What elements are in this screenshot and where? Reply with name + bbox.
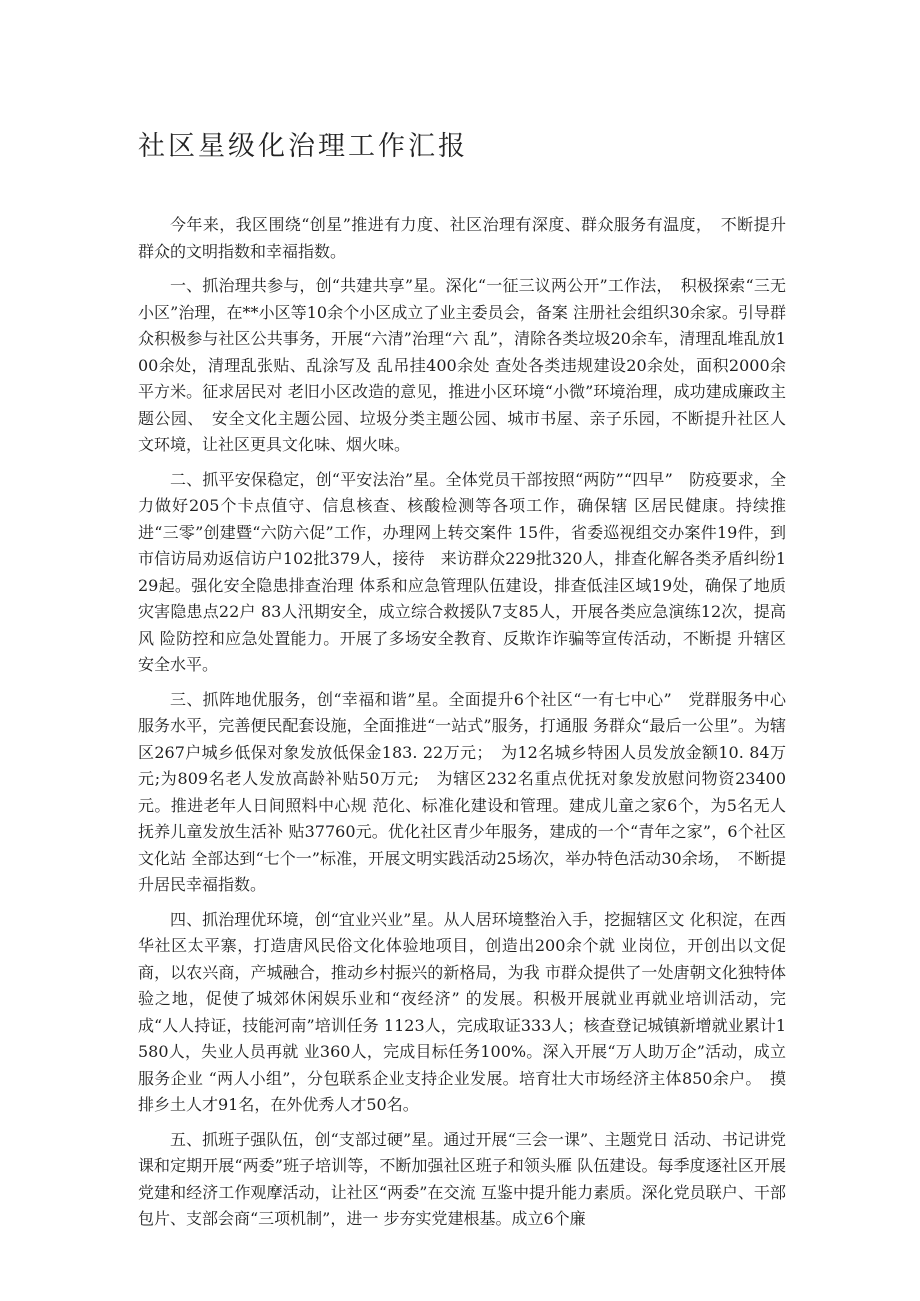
section-1-paragraph: 一、抓治理共参与，创“共建共享”星。深化“一征三议两公开”工作法， 积极探索“三无小区”治理，在**小区等10余个小区成立了业主委员会，备案 注册社会组织30余家。引导群众积极参与社区公共事务，开展“六清”治理“六 乱”，清除各类垃圾20余车，清理乱堆乱放100余处，清理乱张贴、乱涂写及 乱吊挂400余处 查处各类违规建设20余处，面积2000余平方米。征求居民对 老旧小区改造的意见，推进小区环境“小微”环境治理，成功建成廉政主题公园、 安全文化主题公园、垃圾分类主题公园、城市书屋、亲子乐园，不断提升社区人 文环境，让社区更具文化味、烟火味。 bbox=[138, 276, 786, 454]
section-2-paragraph: 二、抓平安保稳定，创“平安法治”星。全体党员干部按照“两防”“四早” 防疫要求，全力做好205个卡点值守、信息核查、核酸检测等各项工作，确保辖 区居民健康。持续推进“三零”创建暨“六防六促”工作，办理网上转交案件 15件，省委巡视组交办案件19件，到市信访局劝返信访户102批379人，接待 来访群众229批320人，排查化解各类矛盾纠纷129起。强化安全隐患排查治理 体系和应急管理队伍建设，排查低洼区域19处，确保了地质灾害隐患点22户 83人汛期安全，成立综合救援队7支85人，开展各类应急演练12次，提高风 险防控和应急处置能力。开展了多场安全教育、反欺诈诈骗等宣传活动，不断提 升辖区安全水平。 bbox=[138, 469, 786, 674]
intro-paragraph: 今年来，我区围绕“创星”推进有力度、社区治理有深度、群众服务有温度， 不断提升群众的文明指数和幸福指数。 bbox=[138, 215, 786, 261]
section-3-paragraph: 三、抓阵地优服务，创“幸福和谐”星。全面提升6个社区“一有七中心” 党群服务中心服务水平，完善便民配套设施，全面推进“一站式”服务，打通服 务群众“最后一公里”。为辖区267户城乡低保对象发放低保金183. 22万元； 为12名城乡特困人员发放金额10. 84万元;为809名老人发放高龄补贴50万元; 为辖区232名重点优抚对象发放慰问物资23400元。推进老年人日间照料中心规 范化、标准化建设和管理。建成儿童之家6个，为5名无人抚养儿童发放生活补 贴37760元。优化社区青少年服务，建成的一个“青年之家”，6个社区文化站 全部达到“七个一”标准，开展文明实践活动25场次，举办特色活动30余场， 不断提升居民幸福指数。 bbox=[138, 689, 786, 894]
document-body bbox=[138, 212, 786, 1241]
section-4-paragraph: 四、抓治理优环境，创“宜业兴业”星。从人居环境整治入手，挖掘辖区文 化积淀，在西华社区太平寨，打造唐风民俗文化体验地项目，创造出200余个就 业岗位，开创出以文促商，以农兴商，产城融合，推动乡村振兴的新格局，为我 市群众提供了一处唐朝文化独特体验之地，促使了城郊休闲娱乐业和“夜经济” 的发展。积极开展就业再就业培训活动，完成“人人持证，技能河南”培训任务 1123人，完成取证333人；核查登记城镇新增就业累计1580人，失业人员再就 业360人，完成目标任务100%。深入开展“万人助万企”活动，成立服务企业 “两人小组”，分包联系企业支持企业发展。培育壮大市场经济主体850余户。 摸排乡土人才91名，在外优秀人才50名。 bbox=[138, 909, 786, 1114]
section-5-paragraph: 五、抓班子强队伍，创“支部过硬”星。通过开展“三会一课”、主题党日 活动、书记讲党课和定期开展“两委”班子培训等，不断加强社区班子和领头雁 队伍建设。每季度逐社区开展党建和经济工作观摩活动，让社区“两委”在交流 互鉴中提升能力素质。深化党员联户、干部包片、支部会商“三项机制”，进一 步夯实党建根基。成立6个廉 bbox=[138, 1129, 786, 1228]
document-title: 社区星级化治理工作汇报 bbox=[138, 131, 468, 162]
